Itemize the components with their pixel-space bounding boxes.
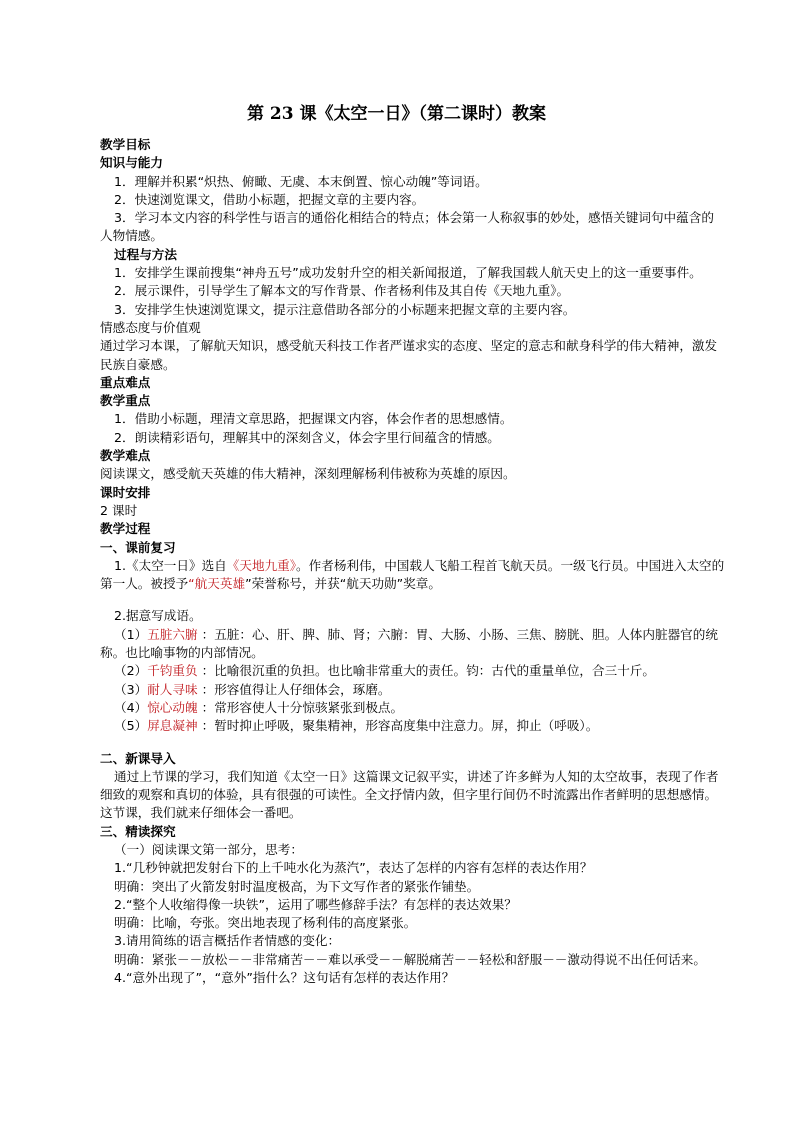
section-heading-objectives: 教学目标 <box>100 137 151 152</box>
question: 3.请用简练的语言概括作者情感的变化： <box>114 933 341 949</box>
idiom-answer: 惊心动魄 <box>147 699 198 715</box>
idiom-answer: 五脏六腑 <box>147 626 198 642</box>
review-question-2: 2.据意写成语。 <box>114 608 202 624</box>
list-item: 1．理解并积累“炽热、俯瞰、无虞、本末倒置、惊心动魄”等词语。 <box>114 173 488 189</box>
idiom-definition: ：常形容使人十分惊骇紧张到极点。 <box>201 699 404 715</box>
idiom-item <box>100 681 726 699</box>
answer: 明确：紧张－－放松－－非常痛苦－－难以承受－－解脱痛苦－－轻松和舒服－－激动得说不出任何话来。 <box>114 951 706 967</box>
list-item: 2．快速浏览课文，借助小标题，把握文章的主要内容。 <box>114 191 425 207</box>
idiom-number: （2） <box>114 663 148 679</box>
list-item: 3．安排学生快速浏览课文，提示注意借助各部分的小标题来把握文章的主要内容。 <box>114 301 576 317</box>
answer: 明确：比喻，夸张。突出地表现了杨利伟的高度紧张。 <box>114 915 417 931</box>
section-heading-schedule: 课时安排 <box>100 484 151 500</box>
idiom-number: （5） <box>114 718 148 734</box>
subheading-explore: 三、精读探究 <box>100 823 176 839</box>
idiom-number: （4） <box>114 699 148 715</box>
idiom-definition: ：暂时抑止呼吸，聚集精神，形容高度集中注意力。屏，抑止（呼吸）。 <box>201 718 599 734</box>
section-heading-key-points: 重点难点 <box>100 374 151 390</box>
idiom-item <box>100 717 726 735</box>
idiom-item <box>100 662 726 680</box>
idiom-number: （1） <box>114 626 148 642</box>
text-run: 1.《太空一日》选自 <box>114 557 227 573</box>
subheading-knowledge: 知识与能力 <box>100 155 163 171</box>
question: 1.“几秒钟就把发射台下的上千吨水化为蒸汽”，表达了怎样的内容有怎样的表达作用？ <box>114 860 593 876</box>
paragraph-difficulty: 阅读课文，感受航天英雄的伟大精神，深刻理解杨利伟被称为英雄的原因。 <box>100 466 516 482</box>
idiom-definition: ：五脏：心、肝、脾、肺、肾；六腑：胃、大肠、小肠、三焦、膀胱、胆。人体内脏器官的统称。也比喻事物的内部情况。 <box>100 626 718 661</box>
question: 2.“整个人收缩得像一块铁”，运用了哪些修辞手法？有怎样的表达效果？ <box>114 896 517 912</box>
answer: 明确：突出了火箭发射时温度极高，为下文写作者的紧张作铺垫。 <box>114 878 480 894</box>
part-1-prompt: （一）阅读课文第一部分，思考： <box>114 841 303 857</box>
answer-blank: 《天地九重》 <box>226 557 297 573</box>
list-item: 1．借助小标题，理清文章思路，把握课文内容，体会作者的思想感情。 <box>114 411 513 427</box>
paragraph-intro: 通过上节课的学习，我们知道《太空一日》这篇课文记叙平实，讲述了许多鲜为人知的太空故事，表现了作者细致的观察和真切的体验，具有很强的可读性。全文抒情内敛，但字里行间仍不时流露出作者鲜明的思想感情。这节课，我们就来仔细体会一番吧。 <box>100 768 719 821</box>
subheading-review: 一、课前复习 <box>100 539 176 555</box>
idiom-item <box>100 699 726 717</box>
subheading-difficulty: 教学难点 <box>100 448 151 464</box>
idiom-definition: ：形容值得让人仔细体会，琢磨。 <box>201 681 391 697</box>
text-run: ”荣誉称号，并获“航天功勋”奖章。 <box>245 576 441 592</box>
paragraph-emotion: 通过学习本课，了解航天知识，感受航天科技工作者严谨求实的态度、坚定的意志和献身科学的伟大精神，激发民族自豪感。 <box>100 338 718 372</box>
idiom-number: （3） <box>114 681 148 697</box>
subheading-process: 过程与方法 <box>114 246 177 262</box>
idiom-answer: 屏息凝神 <box>147 718 198 734</box>
subheading-emotion: 情感态度与价值观 <box>100 319 201 335</box>
list-item: 2．朗读精彩语句，理解其中的深刻含义，体会字里行间蕴含的情感。 <box>114 429 500 445</box>
idiom-definition: ：比喻很沉重的负担。也比喻非常重大的责任。钧：古代的重量单位，合三十斤。 <box>201 663 655 679</box>
list-item: 2．展示课件，引导学生了解本文的写作背景、作者杨利伟及其自传《天地九重》。 <box>114 283 570 299</box>
schedule-value: 2 课时 <box>100 502 138 518</box>
section-heading-process: 教学过程 <box>100 521 151 537</box>
idiom-answer: 耐人寻味 <box>147 681 198 697</box>
subheading-intro: 二、新课导入 <box>100 750 176 766</box>
idiom-item <box>100 626 726 663</box>
review-question-1 <box>100 557 726 594</box>
list-item: 3．学习本文内容的科学性与语言的通俗化相结合的特点；体会第一人称叙事的妙处，感悟关键词句中蕴含的人物情感。 <box>100 210 714 244</box>
document-body <box>100 136 726 987</box>
list-item: 1．安排学生课前搜集“神舟五号”成功发射升空的相关新闻报道，了解我国载人航天史上的这一重要事件。 <box>114 265 702 281</box>
question: 4.“意外出现了”，“意外”指什么？这句话有怎样的表达作用？ <box>114 970 455 986</box>
page-title: 第 23 课《太空一日》（第二课时）教案 <box>247 104 546 124</box>
answer-blank: “航天英雄 <box>188 576 246 592</box>
idiom-answer: 千钧重负 <box>147 663 198 679</box>
text-run: 。作者杨利伟，中国载人飞船工程首飞航天员。一级飞行员。中国进入太空的第一人。被授予 <box>100 557 725 592</box>
subheading-focus: 教学重点 <box>100 393 151 409</box>
